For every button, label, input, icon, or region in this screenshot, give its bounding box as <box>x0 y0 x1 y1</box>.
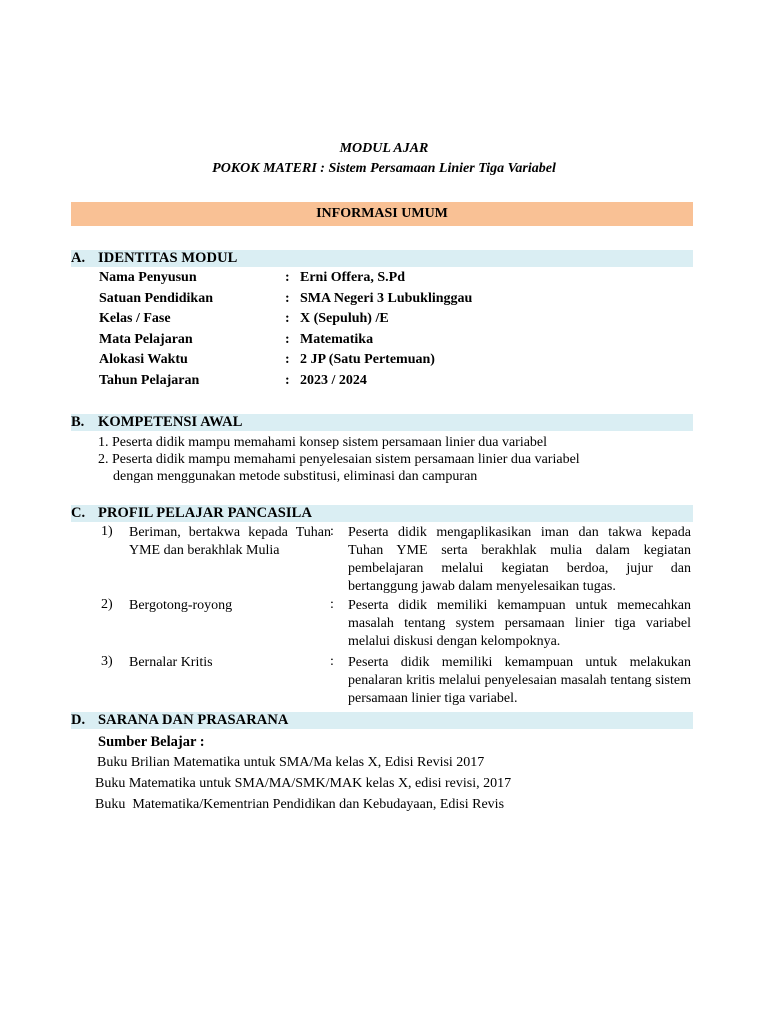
identity-colon: : <box>285 352 290 367</box>
kompetensi-item-2-cont: dengan menggunakan metode substitusi, eliminasi dan campuran <box>113 469 478 484</box>
identity-row-penyusun <box>0 268 768 288</box>
identity-row-kelas <box>0 309 768 329</box>
identity-label: Satuan Pendidikan <box>99 291 213 306</box>
profil-description: Peserta didik memiliki kemampuan untuk memecahkan masalah tentang system persamaan linier tiga variabel melalui diskusi dengan kelompoknya. <box>348 598 691 649</box>
profil-colon: : <box>330 597 334 612</box>
document-subtitle: POKOK MATERI : Sistem Persamaan Linier Tiga Variabel <box>212 161 556 176</box>
profil-colon: : <box>330 524 334 539</box>
identity-row-satuan <box>0 289 768 309</box>
section-b-title: KOMPETENSI AWAL <box>98 414 243 430</box>
profil-colon: : <box>330 654 334 669</box>
profil-number: 2) <box>101 597 113 612</box>
section-c-header <box>71 505 693 522</box>
profil-row-3 <box>0 654 768 710</box>
section-a-header <box>71 250 693 267</box>
kompetensi-item-1: 1. Peserta didik mampu memahami konsep sistem persamaan linier dua variabel <box>98 435 548 450</box>
identity-value: SMA Negeri 3 Lubuklinggau <box>300 291 473 306</box>
sumber-item-1: Buku Brilian Matematika untuk SMA/Ma kelas X, Edisi Revisi 2017 <box>97 755 485 770</box>
section-c-letter: C. <box>71 505 86 521</box>
identity-colon: : <box>285 373 290 388</box>
section-d-header <box>71 712 693 729</box>
identity-row-alokasi <box>0 350 768 370</box>
profil-number: 3) <box>101 654 113 669</box>
profil-number: 1) <box>101 524 113 539</box>
identity-colon: : <box>285 332 290 347</box>
identity-row-mapel <box>0 330 768 350</box>
identity-value: 2 JP (Satu Pertemuan) <box>300 352 435 367</box>
section-c-title: PROFIL PELAJAR PANCASILA <box>98 505 313 521</box>
identity-label: Mata Pelajaran <box>99 332 193 347</box>
section-b-letter: B. <box>71 414 85 430</box>
identity-value: Matematika <box>300 332 374 347</box>
identity-colon: : <box>285 270 290 285</box>
identity-value: X (Sepuluh) /E <box>300 311 389 326</box>
profil-label: Bernalar Kritis <box>129 655 213 670</box>
profil-label: Bergotong-royong <box>129 598 233 613</box>
profil-label: Beriman, bertakwa kepada Tuhan YME dan berakhlak Mulia <box>129 525 331 558</box>
identity-colon: : <box>285 291 290 306</box>
section-d-title: SARANA DAN PRASARANA <box>98 712 289 728</box>
profil-row-1 <box>0 524 768 599</box>
identity-value: Erni Offera, S.Pd <box>300 270 405 285</box>
identity-value: 2023 / 2024 <box>300 373 367 388</box>
profil-description: Peserta didik memiliki kemampuan untuk melakukan penalaran kritis melalui penyelesaian masalah tentang sistem persamaan linier tiga variabel. <box>348 655 691 706</box>
profil-row-2 <box>0 597 768 653</box>
info-umum-banner: INFORMASI UMUM <box>71 202 693 226</box>
identity-row-tahun <box>0 371 768 391</box>
sumber-item-2: Buku Matematika untuk SMA/MA/SMK/MAK kelas X, edisi revisi, 2017 <box>95 776 512 791</box>
identity-label: Tahun Pelajaran <box>99 373 200 388</box>
profil-description: Peserta didik mengaplikasikan iman dan takwa kepada Tuhan YME serta berakhlak mulia dalam kegiatan pembelajaran melalui kegiatan berdoa, jujur dan bertanggung jawab dalam menyelesaikan tugas. <box>348 525 691 594</box>
section-a-letter: A. <box>71 250 86 266</box>
sumber-item-3: Buku Matematika/Kementrian Pendidikan dan Kebudayaan, Edisi Revis <box>95 797 505 812</box>
section-d-letter: D. <box>71 712 86 728</box>
identity-label: Nama Penyusun <box>99 270 197 285</box>
identity-label: Kelas / Fase <box>99 311 171 326</box>
document-title: MODUL AJAR <box>339 141 429 156</box>
section-a-title: IDENTITAS MODUL <box>98 250 238 266</box>
identity-label: Alokasi Waktu <box>99 352 188 367</box>
section-b-header <box>71 414 693 431</box>
kompetensi-item-2: 2. Peserta didik mampu memahami penyelesaian sistem persamaan linier dua variabel <box>98 452 580 467</box>
identity-colon: : <box>285 311 290 326</box>
sumber-belajar-heading: Sumber Belajar : <box>98 734 205 750</box>
